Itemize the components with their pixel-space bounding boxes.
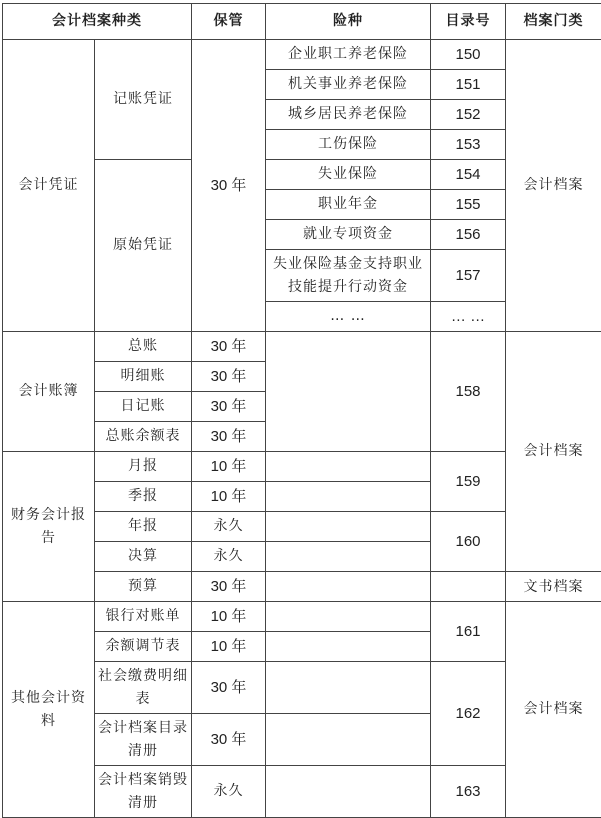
item-name-cell: 总账 <box>95 332 192 362</box>
catalog-cell: 153 <box>431 130 506 160</box>
catalog-cell: 152 <box>431 100 506 130</box>
header-insurance: 险种 <box>266 4 431 40</box>
retention-cell: 30 年 <box>192 662 266 714</box>
insurance-empty-cell <box>266 602 431 632</box>
retention-cell: 30 年 <box>192 332 266 362</box>
catalog-cell: 154 <box>431 160 506 190</box>
reports-catalog-b: 160 <box>431 512 506 572</box>
group-others: 其他会计资料 <box>3 602 95 818</box>
others-archive: 会计档案 <box>506 602 601 818</box>
insurance-cell: 失业保险基金支持职业技能提升行动资金 <box>266 250 431 302</box>
vouchers-retention: 30 年 <box>192 40 266 332</box>
item-name-cell: 银行对账单 <box>95 602 192 632</box>
header-retention: 保管 <box>192 4 266 40</box>
group-reports: 财务会计报告 <box>3 452 95 602</box>
others-catalog-b: 162 <box>431 662 506 766</box>
insurance-empty-cell <box>266 512 431 542</box>
catalog-empty-cell <box>431 572 506 602</box>
insurance-empty-cell <box>266 482 431 512</box>
subgroup-original-vouchers: 原始凭证 <box>95 160 192 332</box>
insurance-cell: 企业职工养老保险 <box>266 40 431 70</box>
others-catalog-a: 161 <box>431 602 506 662</box>
insurance-cell: 失业保险 <box>266 160 431 190</box>
insurance-empty-cell <box>266 632 431 662</box>
catalog-cell: 157 <box>431 250 506 302</box>
item-name-cell: 决算 <box>95 542 192 572</box>
table-row <box>3 332 601 362</box>
retention-cell: 30 年 <box>192 392 266 422</box>
catalog-cell: 150 <box>431 40 506 70</box>
insurance-cell: 就业专项资金 <box>266 220 431 250</box>
item-name-cell: 余额调节表 <box>95 632 192 662</box>
retention-cell: 30 年 <box>192 362 266 392</box>
header-category: 会计档案种类 <box>3 4 192 40</box>
table-row <box>3 40 601 70</box>
retention-cell: 10 年 <box>192 452 266 482</box>
middle-archive-documents: 文书档案 <box>506 572 601 602</box>
item-name-cell: 预算 <box>95 572 192 602</box>
retention-cell: 10 年 <box>192 632 266 662</box>
header-catalog: 目录号 <box>431 4 506 40</box>
insurance-cell: … … <box>266 302 431 332</box>
retention-cell: 30 年 <box>192 572 266 602</box>
catalog-cell: 156 <box>431 220 506 250</box>
catalog-cell: 151 <box>431 70 506 100</box>
header-archive: 档案门类 <box>506 4 601 40</box>
table-row <box>3 602 601 632</box>
retention-cell: 永久 <box>192 766 266 818</box>
insurance-cell: 机关事业养老保险 <box>266 70 431 100</box>
retention-cell: 10 年 <box>192 602 266 632</box>
item-name-cell: 会计档案销毁清册 <box>95 766 192 818</box>
item-name-cell: 社会缴费明细表 <box>95 662 192 714</box>
insurance-cell: 工伤保险 <box>266 130 431 160</box>
ledgers-insurance-empty <box>266 332 431 452</box>
insurance-empty-cell <box>266 572 431 602</box>
item-name-cell: 总账余额表 <box>95 422 192 452</box>
item-name-cell: 明细账 <box>95 362 192 392</box>
item-name-cell: 会计档案目录清册 <box>95 714 192 766</box>
subgroup-bookkeeping-vouchers: 记账凭证 <box>95 40 192 160</box>
item-name-cell: 年报 <box>95 512 192 542</box>
insurance-cell: 城乡居民养老保险 <box>266 100 431 130</box>
item-name-cell: 季报 <box>95 482 192 512</box>
catalog-cell: 155 <box>431 190 506 220</box>
insurance-empty-cell <box>266 452 431 482</box>
retention-cell: 10 年 <box>192 482 266 512</box>
insurance-empty-cell <box>266 714 431 766</box>
group-ledgers: 会计账簿 <box>3 332 95 452</box>
group-vouchers: 会计凭证 <box>3 40 95 332</box>
insurance-cell: 职业年金 <box>266 190 431 220</box>
middle-archive-accounting: 会计档案 <box>506 332 601 572</box>
ledgers-catalog: 158 <box>431 332 506 452</box>
retention-cell: 永久 <box>192 512 266 542</box>
insurance-empty-cell <box>266 662 431 714</box>
item-name-cell: 月报 <box>95 452 192 482</box>
vouchers-archive: 会计档案 <box>506 40 601 332</box>
retention-cell: 30 年 <box>192 714 266 766</box>
item-name-cell: 日记账 <box>95 392 192 422</box>
table-header-row <box>3 4 601 40</box>
catalog-cell: … … <box>431 302 506 332</box>
archive-classification-table <box>2 3 601 818</box>
insurance-empty-cell <box>266 766 431 818</box>
retention-cell: 永久 <box>192 542 266 572</box>
retention-cell: 30 年 <box>192 422 266 452</box>
insurance-empty-cell <box>266 542 431 572</box>
reports-catalog-a: 159 <box>431 452 506 512</box>
others-catalog-c: 163 <box>431 766 506 818</box>
